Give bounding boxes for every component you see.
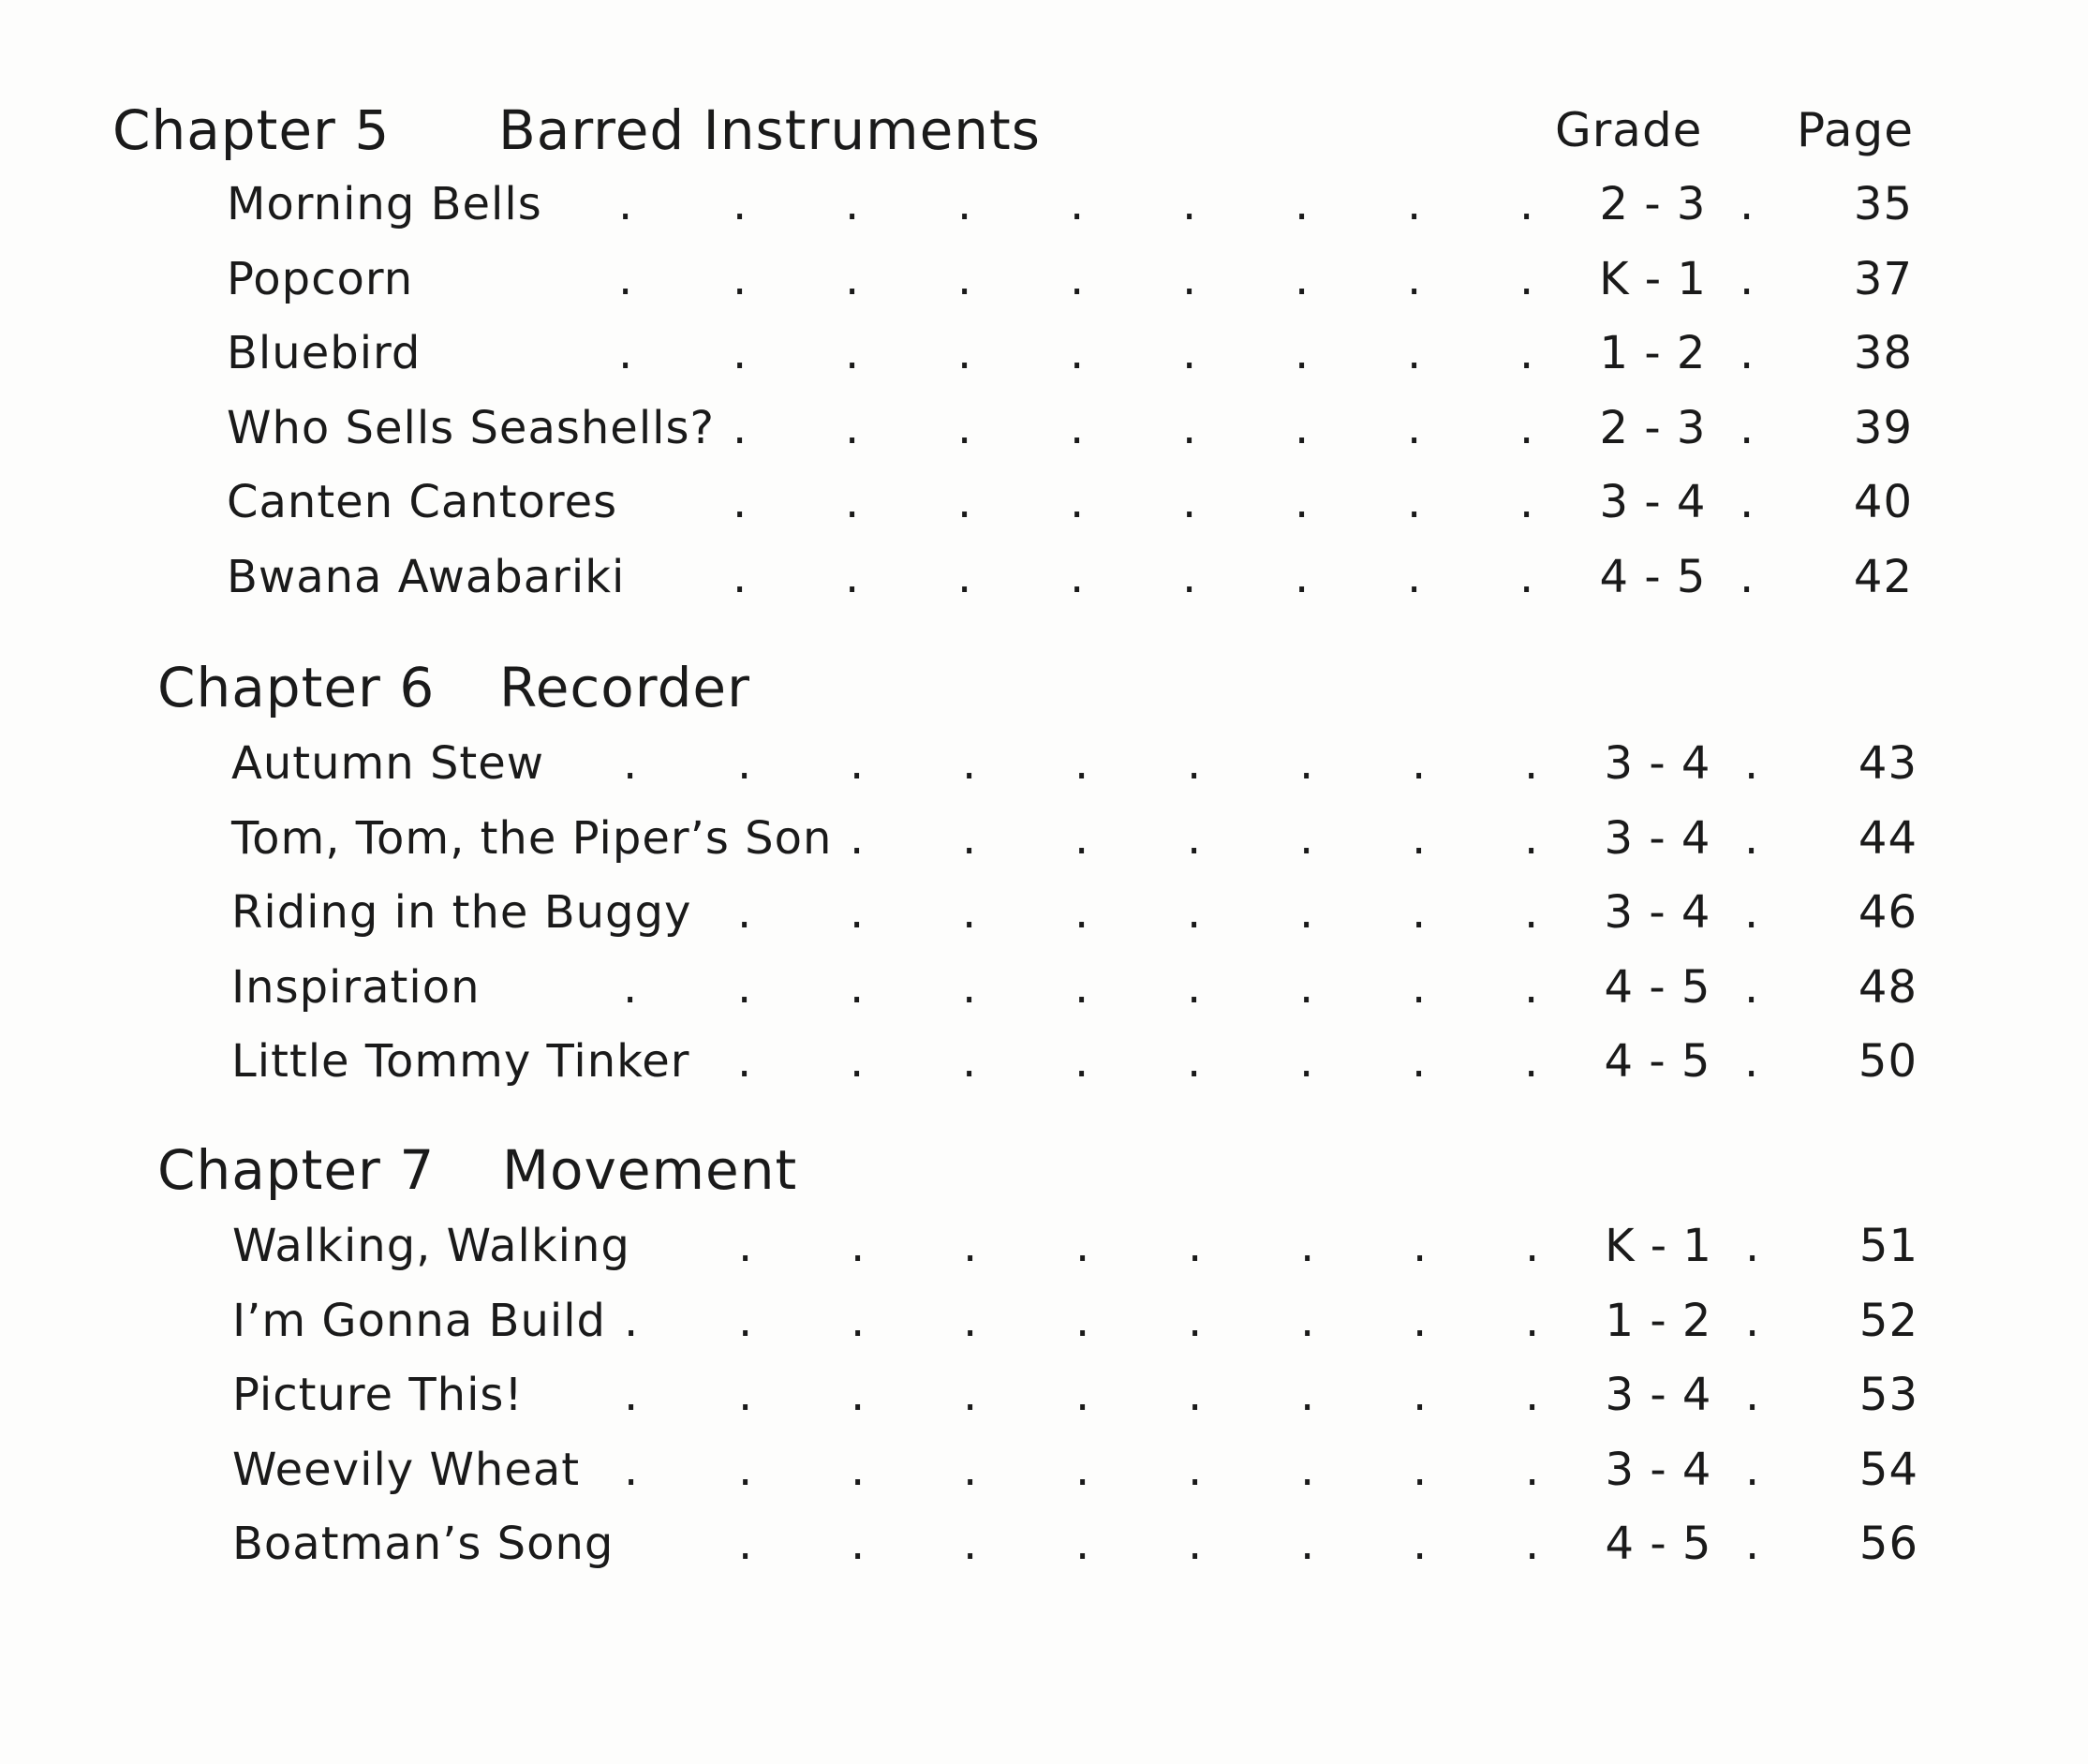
leader-dot: . bbox=[1745, 1294, 1761, 1347]
leader-dot: . bbox=[962, 886, 978, 939]
leader-dot: . bbox=[1074, 886, 1090, 939]
leader-dot: . bbox=[1413, 1220, 1429, 1272]
entry-grade: 4 - 5 bbox=[1604, 1035, 1711, 1088]
entry-page-number: 44 bbox=[1858, 811, 1918, 865]
leader-dot: . bbox=[957, 476, 973, 528]
leader-dot: . bbox=[1188, 1518, 1204, 1570]
entry-page-number: 39 bbox=[1853, 401, 1913, 454]
toc-entry bbox=[227, 402, 1913, 477]
entry-title: Walking, Walking bbox=[232, 1220, 630, 1272]
entry-page-number: 53 bbox=[1858, 1369, 1918, 1421]
leader-dot: . bbox=[851, 1294, 866, 1347]
leader-dot: . bbox=[1413, 1294, 1429, 1347]
leader-dot: . bbox=[1407, 178, 1423, 230]
leader-dot: . bbox=[1740, 550, 1755, 603]
leader-dot: . bbox=[957, 401, 973, 454]
leader-dot: . bbox=[733, 550, 748, 603]
toc-entry bbox=[231, 961, 1918, 1036]
leader-dot: . bbox=[1524, 960, 1540, 1014]
leader-dot: . bbox=[618, 327, 634, 379]
leader-dot: . bbox=[1300, 1443, 1316, 1496]
leader-dot: . bbox=[1299, 1035, 1315, 1088]
leader-dot: . bbox=[1299, 737, 1315, 790]
leader-dot: . bbox=[850, 1035, 866, 1088]
leader-dot: . bbox=[1187, 960, 1203, 1014]
leader-dot: . bbox=[957, 178, 973, 230]
toc-entry bbox=[232, 1369, 1918, 1444]
leader-dot: . bbox=[851, 1369, 866, 1421]
leader-dot: . bbox=[1740, 252, 1755, 305]
leader-dot: . bbox=[738, 1443, 754, 1496]
entry-title: Little Tommy Tinker bbox=[231, 1035, 690, 1088]
toc-entry bbox=[227, 253, 1913, 328]
leader-dot: . bbox=[624, 1443, 640, 1496]
entry-title: Who Sells Seashells? bbox=[227, 401, 715, 454]
toc-entry bbox=[227, 476, 1913, 551]
entry-title: Weevily Wheat bbox=[232, 1443, 581, 1496]
entry-title: Bwana Awabariki bbox=[227, 550, 626, 603]
leader-dot: . bbox=[737, 960, 753, 1014]
leader-dot: . bbox=[1188, 1220, 1204, 1272]
entry-title: Bluebird bbox=[227, 327, 422, 379]
entry-title: Boatman’s Song bbox=[232, 1518, 615, 1570]
leader-dot: . bbox=[1412, 811, 1428, 865]
leader-dot: . bbox=[1744, 1035, 1760, 1088]
entry-grade: 2 - 3 bbox=[1599, 178, 1707, 230]
leader-dot: . bbox=[1187, 737, 1203, 790]
leader-dot: . bbox=[623, 737, 639, 790]
leader-dot: . bbox=[1070, 252, 1086, 305]
leader-dot: . bbox=[1187, 1035, 1203, 1088]
leader-dot: . bbox=[1182, 476, 1198, 528]
leader-dot: . bbox=[1740, 401, 1755, 454]
entry-grade: 3 - 4 bbox=[1605, 1443, 1712, 1496]
leader-dot: . bbox=[850, 811, 866, 865]
entry-page-number: 46 bbox=[1858, 886, 1918, 939]
leader-dot: . bbox=[850, 737, 866, 790]
toc-entry bbox=[231, 812, 1918, 887]
leader-dot: . bbox=[738, 1369, 754, 1421]
leader-dot: . bbox=[845, 401, 861, 454]
entry-grade: 3 - 4 bbox=[1599, 476, 1707, 528]
toc-entry bbox=[231, 1035, 1918, 1110]
leader-dot: . bbox=[1519, 252, 1535, 305]
leader-dot: . bbox=[851, 1518, 866, 1570]
leader-dot: . bbox=[1524, 737, 1540, 790]
page-column-header: Page bbox=[1797, 103, 1915, 157]
chapter-6-heading bbox=[157, 656, 750, 719]
chapter-number: Chapter 6 bbox=[157, 656, 436, 719]
leader-dot: . bbox=[1074, 1035, 1090, 1088]
leader-dot: . bbox=[1075, 1443, 1091, 1496]
leader-dot: . bbox=[1744, 960, 1760, 1014]
leader-dot: . bbox=[963, 1294, 979, 1347]
leader-dot: . bbox=[737, 737, 753, 790]
leader-dot: . bbox=[1074, 960, 1090, 1014]
leader-dot: . bbox=[733, 178, 748, 230]
leader-dot: . bbox=[1295, 178, 1311, 230]
leader-dot: . bbox=[845, 550, 861, 603]
leader-dot: . bbox=[1182, 252, 1198, 305]
leader-dot: . bbox=[1295, 252, 1311, 305]
leader-dot: . bbox=[624, 1369, 640, 1421]
leader-dot: . bbox=[1745, 1518, 1761, 1570]
leader-dot: . bbox=[1407, 327, 1423, 379]
chapter-number: Chapter 5 bbox=[112, 98, 391, 162]
leader-dot: . bbox=[1299, 886, 1315, 939]
leader-dot: . bbox=[963, 1443, 979, 1496]
leader-dot: . bbox=[1412, 960, 1428, 1014]
leader-dot: . bbox=[618, 252, 634, 305]
leader-dot: . bbox=[1070, 401, 1086, 454]
leader-dot: . bbox=[1525, 1220, 1541, 1272]
leader-dot: . bbox=[1075, 1518, 1091, 1570]
leader-dot: . bbox=[1740, 327, 1755, 379]
leader-dot: . bbox=[850, 960, 866, 1014]
toc-entry bbox=[232, 1220, 1918, 1295]
leader-dot: . bbox=[733, 327, 748, 379]
grade-column-header: Grade bbox=[1555, 103, 1703, 157]
leader-dot: . bbox=[1182, 327, 1198, 379]
entry-grade: 4 - 5 bbox=[1599, 550, 1707, 603]
leader-dot: . bbox=[1519, 476, 1535, 528]
leader-dot: . bbox=[1412, 737, 1428, 790]
leader-dot: . bbox=[962, 1035, 978, 1088]
entry-page-number: 43 bbox=[1858, 737, 1918, 790]
leader-dot: . bbox=[1524, 1035, 1540, 1088]
leader-dot: . bbox=[1187, 811, 1203, 865]
entry-page-number: 52 bbox=[1858, 1294, 1918, 1347]
leader-dot: . bbox=[962, 737, 978, 790]
leader-dot: . bbox=[1295, 401, 1311, 454]
leader-dot: . bbox=[1070, 327, 1086, 379]
leader-dot: . bbox=[1519, 178, 1535, 230]
entry-grade: 3 - 4 bbox=[1604, 886, 1711, 939]
toc-entry bbox=[227, 551, 1913, 626]
entry-grade: 2 - 3 bbox=[1599, 401, 1707, 454]
leader-dot: . bbox=[845, 327, 861, 379]
leader-dot: . bbox=[957, 550, 973, 603]
entry-title: Inspiration bbox=[231, 960, 481, 1014]
leader-dot: . bbox=[1300, 1294, 1316, 1347]
leader-dot: . bbox=[957, 252, 973, 305]
chapter-name: Recorder bbox=[499, 656, 750, 719]
leader-dot: . bbox=[1413, 1518, 1429, 1570]
entry-grade: 1 - 2 bbox=[1605, 1294, 1712, 1347]
entry-title: Canten Cantores bbox=[227, 476, 618, 528]
leader-dot: . bbox=[1525, 1294, 1541, 1347]
leader-dot: . bbox=[1524, 811, 1540, 865]
entry-title: Riding in the Buggy bbox=[231, 886, 692, 939]
leader-dot: . bbox=[1300, 1220, 1316, 1272]
leader-dot: . bbox=[962, 960, 978, 1014]
leader-dot: . bbox=[1075, 1220, 1091, 1272]
leader-dot: . bbox=[845, 252, 861, 305]
leader-dot: . bbox=[1070, 476, 1086, 528]
leader-dot: . bbox=[850, 886, 866, 939]
leader-dot: . bbox=[851, 1443, 866, 1496]
entry-grade: 3 - 4 bbox=[1604, 811, 1711, 865]
leader-dot: . bbox=[962, 811, 978, 865]
entry-grade: 1 - 2 bbox=[1599, 327, 1707, 379]
entry-page-number: 56 bbox=[1858, 1518, 1918, 1570]
leader-dot: . bbox=[1295, 550, 1311, 603]
leader-dot: . bbox=[1745, 1369, 1761, 1421]
entry-grade: 4 - 5 bbox=[1605, 1518, 1712, 1570]
leader-dot: . bbox=[733, 401, 748, 454]
leader-dot: . bbox=[845, 178, 861, 230]
leader-dot: . bbox=[738, 1220, 754, 1272]
toc-entry bbox=[232, 1518, 1918, 1593]
leader-dot: . bbox=[1407, 476, 1423, 528]
leader-dot: . bbox=[1074, 811, 1090, 865]
chapter-name: Movement bbox=[502, 1138, 798, 1202]
entry-title: I’m Gonna Build bbox=[232, 1294, 606, 1347]
entry-title: Tom, Tom, the Piper’s Son bbox=[231, 811, 833, 865]
leader-dot: . bbox=[1070, 550, 1086, 603]
leader-dot: . bbox=[1407, 550, 1423, 603]
leader-dot: . bbox=[1413, 1369, 1429, 1421]
leader-dot: . bbox=[1412, 1035, 1428, 1088]
leader-dot: . bbox=[1413, 1443, 1429, 1496]
leader-dot: . bbox=[1740, 476, 1755, 528]
entry-grade: 3 - 4 bbox=[1604, 737, 1711, 790]
entry-page-number: 51 bbox=[1858, 1220, 1918, 1272]
leader-dot: . bbox=[1525, 1518, 1541, 1570]
entry-page-number: 54 bbox=[1858, 1443, 1918, 1496]
leader-dot: . bbox=[963, 1369, 979, 1421]
leader-dot: . bbox=[1525, 1443, 1541, 1496]
leader-dot: . bbox=[737, 1035, 753, 1088]
leader-dot: . bbox=[963, 1220, 979, 1272]
leader-dot: . bbox=[624, 1294, 640, 1347]
leader-dot: . bbox=[737, 886, 753, 939]
leader-dot: . bbox=[1074, 737, 1090, 790]
entry-page-number: 42 bbox=[1853, 550, 1913, 603]
chapter-name: Barred Instruments bbox=[498, 98, 1041, 162]
chapter-5-heading bbox=[112, 98, 1041, 162]
entry-title: Autumn Stew bbox=[231, 737, 545, 790]
leader-dot: . bbox=[1745, 1443, 1761, 1496]
leader-dot: . bbox=[1187, 886, 1203, 939]
toc-entry bbox=[231, 737, 1918, 812]
leader-dot: . bbox=[1744, 886, 1760, 939]
leader-dot: . bbox=[733, 252, 748, 305]
leader-dot: . bbox=[1188, 1294, 1204, 1347]
leader-dot: . bbox=[1407, 401, 1423, 454]
leader-dot: . bbox=[1745, 1220, 1761, 1272]
leader-dot: . bbox=[1182, 401, 1198, 454]
leader-dot: . bbox=[957, 327, 973, 379]
chapter-7-heading bbox=[157, 1138, 798, 1202]
toc-entry bbox=[227, 327, 1913, 402]
entry-page-number: 38 bbox=[1853, 327, 1913, 379]
leader-dot: . bbox=[738, 1518, 754, 1570]
leader-dot: . bbox=[618, 178, 634, 230]
leader-dot: . bbox=[851, 1220, 866, 1272]
leader-dot: . bbox=[1744, 737, 1760, 790]
leader-dot: . bbox=[1744, 811, 1760, 865]
leader-dot: . bbox=[1407, 252, 1423, 305]
toc-entry bbox=[232, 1444, 1918, 1519]
leader-dot: . bbox=[738, 1294, 754, 1347]
leader-dot: . bbox=[1295, 327, 1311, 379]
chapter-number: Chapter 7 bbox=[157, 1138, 436, 1202]
leader-dot: . bbox=[1295, 476, 1311, 528]
leader-dot: . bbox=[1524, 886, 1540, 939]
leader-dot: . bbox=[963, 1518, 979, 1570]
leader-dot: . bbox=[1519, 550, 1535, 603]
entry-title: Picture This! bbox=[232, 1369, 524, 1421]
entry-page-number: 37 bbox=[1853, 252, 1913, 305]
entry-grade: 4 - 5 bbox=[1604, 960, 1711, 1014]
entry-title: Morning Bells bbox=[227, 178, 542, 230]
leader-dot: . bbox=[1299, 960, 1315, 1014]
leader-dot: . bbox=[1075, 1369, 1091, 1421]
entry-grade: K - 1 bbox=[1599, 252, 1707, 305]
leader-dot: . bbox=[1188, 1443, 1204, 1496]
leader-dot: . bbox=[1519, 401, 1535, 454]
leader-dot: . bbox=[623, 960, 639, 1014]
leader-dot: . bbox=[1075, 1294, 1091, 1347]
leader-dot: . bbox=[1300, 1518, 1316, 1570]
leader-dot: . bbox=[733, 476, 748, 528]
entry-page-number: 48 bbox=[1858, 960, 1918, 1014]
leader-dot: . bbox=[1070, 178, 1086, 230]
leader-dot: . bbox=[1412, 886, 1428, 939]
entry-grade: 3 - 4 bbox=[1605, 1369, 1712, 1421]
entry-title: Popcorn bbox=[227, 252, 414, 305]
leader-dot: . bbox=[1182, 550, 1198, 603]
toc-entry bbox=[232, 1295, 1918, 1370]
leader-dot: . bbox=[1188, 1369, 1204, 1421]
leader-dot: . bbox=[845, 476, 861, 528]
leader-dot: . bbox=[1300, 1369, 1316, 1421]
entry-page-number: 35 bbox=[1853, 178, 1913, 230]
leader-dot: . bbox=[1299, 811, 1315, 865]
toc-entry bbox=[231, 886, 1918, 961]
leader-dot: . bbox=[1525, 1369, 1541, 1421]
leader-dot: . bbox=[1519, 327, 1535, 379]
toc-entry bbox=[227, 178, 1913, 253]
entry-page-number: 40 bbox=[1853, 476, 1913, 528]
entry-page-number: 50 bbox=[1858, 1035, 1918, 1088]
leader-dot: . bbox=[1740, 178, 1755, 230]
entry-grade: K - 1 bbox=[1605, 1220, 1712, 1272]
leader-dot: . bbox=[1182, 178, 1198, 230]
